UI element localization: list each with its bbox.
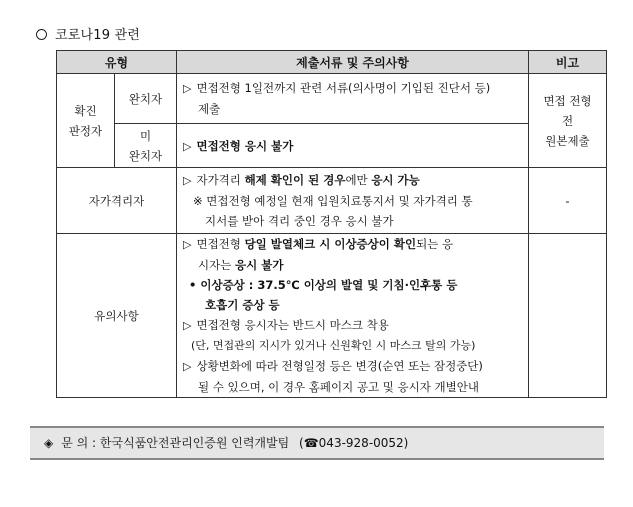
triangle-bullet-icon: ▷ [183,139,192,153]
cured-docs: ▷ 면접전형 1일전까지 관련 서류(의사명이 기입된 진단서 등) 제출 [177,74,529,124]
triangle-bullet-icon: ▷ [183,82,192,95]
section-title-text: 코로나19 관련 [55,28,141,43]
cured-note: 면접 전형 전 원본제출 [529,74,607,168]
table-header-row [57,51,607,74]
triangle-bullet-icon: ▷ [183,238,192,251]
contact-org: 한국식품안전관리인증원 인력개발팀 [99,436,290,450]
covid-rules-table [56,50,607,398]
quarantine-label: 자가격리자 [57,168,177,234]
not-cured-label: 미 완치자 [115,124,177,168]
header-type: 유형 [57,51,177,74]
cured-label: 완치자 [115,74,177,124]
caution-docs: ▷ 면접전형 당일 발열체크 시 이상증상이 확인되는 응 시자는 응시 불가 • 이상증상 : 37.5℃ 이상의 발열 및 기침·인후통 등 호흡기 증상 등 ▷ 면접전형 응시자는 반드시 마스크 착용 (단, 면접관의 지시가 있거나 신원확인 시 마스크 탈의 가능) ▷ 상황변화에 따라 전형일정 등은 변경(순연 또는 잠정중단) 될 수 있으며, 이 경우 홈페이지 공고 및 응시자 개별안내 [177,234,529,398]
header-note: 비고 [529,51,607,74]
contact-label: 문 의 : [61,436,97,450]
contact-phone: (☎043-928-0052) [299,436,409,450]
quarantine-docs: ▷ 자가격리 해제 확인이 된 경우에만 응시 가능 ※ 면접전형 예정일 현재 입원치료통지서 및 자가격리 통 지서를 받아 격리 중인 경우 응시 불가 [177,168,529,234]
circle-bullet-icon [36,29,47,40]
quarantine-note: - [529,168,607,234]
contact-bar [30,426,604,460]
diamond-bullet-icon: ◈ [44,436,54,450]
section-title [36,24,140,43]
triangle-bullet-icon: ▷ [183,319,192,332]
header-docs: 제출서류 및 주의사항 [177,51,529,74]
triangle-bullet-icon: ▷ [183,360,192,373]
triangle-bullet-icon: ▷ [183,174,192,187]
table-row-not-cured [57,124,607,168]
table-row-cured [57,74,607,124]
caution-label: 유의사항 [57,234,177,398]
table-row-caution [57,234,607,398]
caution-note [529,234,607,398]
table-row-quarantine [57,168,607,234]
not-cured-docs: ▷ 면접전형 응시 불가 [177,124,529,168]
confirmed-label: 확진 판정자 [57,74,115,168]
